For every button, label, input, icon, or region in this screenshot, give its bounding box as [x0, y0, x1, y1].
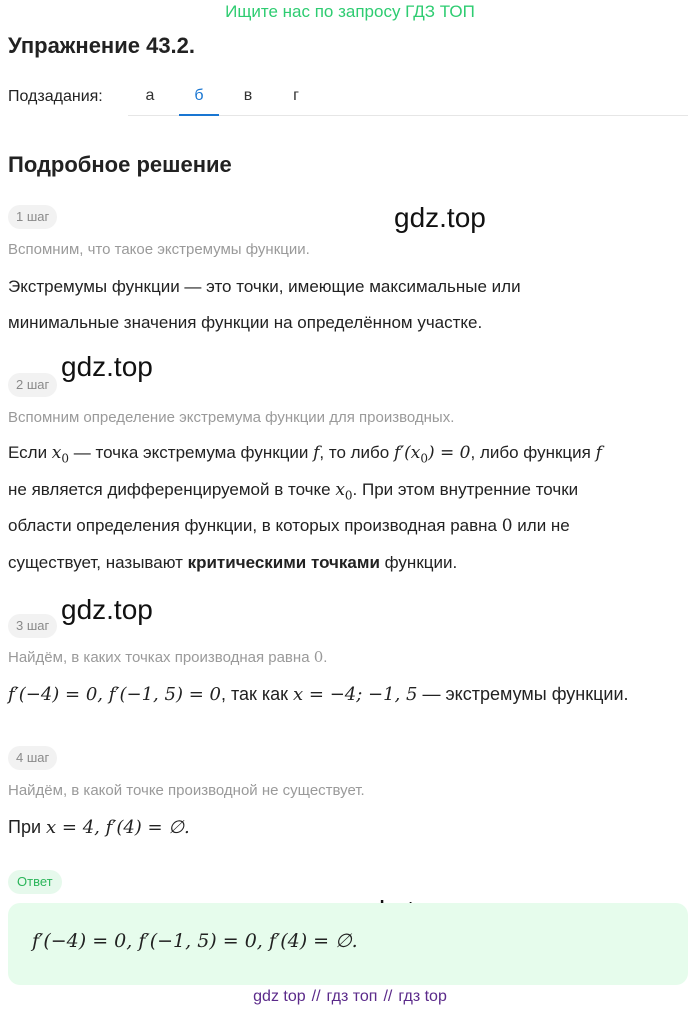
critical-points-term: критическими точками: [187, 553, 380, 572]
step-2-text-line-1: Если $x_0$ — точка экстремума функции f, то либо $f'(x_0) = 0$, либо функция f: [8, 443, 602, 466]
footer-link-gdz-top[interactable]: gdz top: [253, 988, 306, 1005]
answer-equation: f′(−4) = 0, f′(−1, 5) = 0, f′(4) = ∅.: [32, 930, 358, 952]
step-1-text-line-1: Экстремумы функции — это точки, имеющие максимальные или: [8, 277, 521, 296]
watermark: gdz.top: [394, 202, 486, 233]
footer-link-gdz-top-mixed[interactable]: гдз top: [398, 988, 447, 1005]
step-2-text-line-2: не является дифференцируемой в точке $x_0$. При этом внутренние точки: [8, 480, 579, 503]
top-banner: Ищите нас по запросу ГДЗ ТОП: [225, 2, 475, 21]
step-4-hint: Найдём, в какой точке производной не существует.: [8, 782, 365, 799]
step-badge-4: 4 шаг: [8, 746, 57, 770]
subtask-tabs: [128, 76, 688, 116]
step-2-hint: Вспомним определение экстремума функции для производных.: [8, 409, 455, 426]
exercise-title: Упражнение 43.2.: [8, 33, 196, 58]
footer-separator: //: [383, 988, 393, 1005]
section-title: Подробное решение: [8, 152, 232, 177]
step-3-equation: f′(−4) = 0, f′(−1, 5) = 0, так как x = −4; −1, 5 — экстремумы функции.: [8, 684, 629, 705]
watermark: gdz.top: [61, 351, 153, 382]
step-1-text-line-2: минимальные значения функции на определённом участке.: [8, 313, 483, 332]
step-2-text-line-3: области определения функции, в которых производная равна 0 или не: [8, 516, 570, 536]
footer-separator: //: [311, 988, 321, 1005]
footer-link-gdz-top-ru[interactable]: гдз топ: [326, 988, 378, 1005]
subtasks-label: Подзадания:: [8, 88, 103, 105]
subtask-tab-v[interactable]: в: [243, 87, 253, 104]
step-3-hint: Найдём, в каких точках производная равна 0.: [8, 648, 328, 666]
step-badge-1: 1 шаг: [8, 205, 57, 229]
step-badge-2: 2 шаг: [8, 373, 57, 397]
subtask-tab-b[interactable]: б: [179, 76, 219, 116]
step-badge-3: 3 шаг: [8, 614, 57, 638]
step-2-text-line-4: существует, называют критическими точками функции.: [8, 553, 458, 572]
subtask-tab-a[interactable]: а: [145, 87, 155, 104]
step-4-equation: При x = 4, f′(4) = ∅.: [8, 817, 190, 838]
step-1-hint: Вспомним, что такое экстремумы функции.: [8, 241, 310, 258]
answer-badge: Ответ: [8, 870, 62, 894]
footer-links: [0, 988, 700, 1006]
watermark: gdz.top: [61, 594, 153, 625]
subtask-tab-g[interactable]: г: [293, 87, 299, 104]
